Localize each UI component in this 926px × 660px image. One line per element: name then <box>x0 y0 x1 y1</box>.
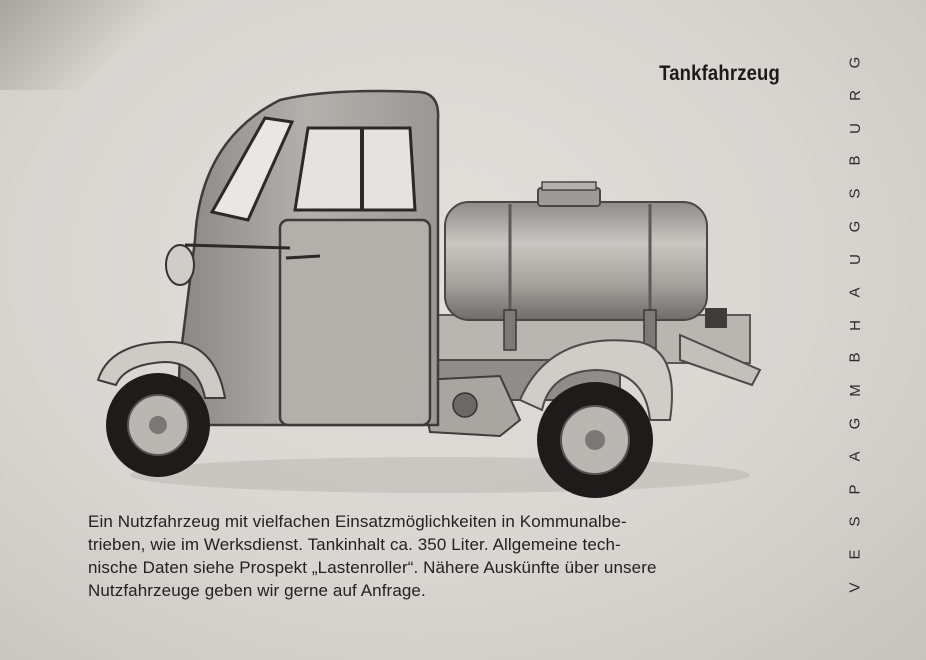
side-brand-letter: B <box>846 155 864 166</box>
description-line: Ein Nutzfahrzeug mit vielfachen Einsatzmöglichkeiten in Kommunalbe- <box>88 512 627 531</box>
cab-door <box>280 220 430 425</box>
side-brand-letter: S <box>846 516 864 527</box>
headlight <box>166 245 194 285</box>
side-brand-letter: U <box>846 122 864 134</box>
description-line: nische Daten siehe Prospekt „Lastenroller“. Nähere Auskünfte über unsere <box>88 558 657 577</box>
side-brand-letter: E <box>846 549 864 560</box>
side-brand-letter: A <box>846 451 864 462</box>
door-window <box>295 128 415 210</box>
description-line: trieben, wie im Werksdienst. Tankinhalt ca. 350 Liter. Allgemeine tech- <box>88 535 621 554</box>
side-brand-letter: U <box>846 253 864 265</box>
tank-vehicle-illustration <box>80 80 780 510</box>
side-brand-letter: G <box>846 220 864 233</box>
tank-strap-1 <box>504 310 516 350</box>
tank-hatch-top <box>542 182 596 190</box>
side-brand-letter: B <box>846 352 864 363</box>
side-brand-letter: S <box>846 188 864 199</box>
door-handle <box>286 256 320 258</box>
side-brand-letter: G <box>846 56 864 69</box>
side-brand-letter: V <box>846 582 864 593</box>
side-brand-letter: P <box>846 484 864 495</box>
side-brand <box>842 55 868 595</box>
side-brand-letter: H <box>846 319 864 331</box>
side-brand-letter: M <box>846 384 864 397</box>
description-text <box>88 510 788 602</box>
engine-detail <box>453 393 477 417</box>
side-brand-letter: A <box>846 287 864 298</box>
page-title: Tankfahrzeug <box>659 62 780 85</box>
description-line: Nutzfahrzeuge geben wir gerne auf Anfrage. <box>88 581 426 600</box>
front-wheel-hub <box>149 416 167 434</box>
tank-valve <box>705 308 727 328</box>
tank-body <box>445 202 707 320</box>
side-brand-letter: R <box>846 89 864 101</box>
side-brand-letter: G <box>846 417 864 430</box>
rear-wheel-hub <box>585 430 605 450</box>
paper-stain <box>0 0 160 90</box>
ground-shadow <box>130 457 750 493</box>
